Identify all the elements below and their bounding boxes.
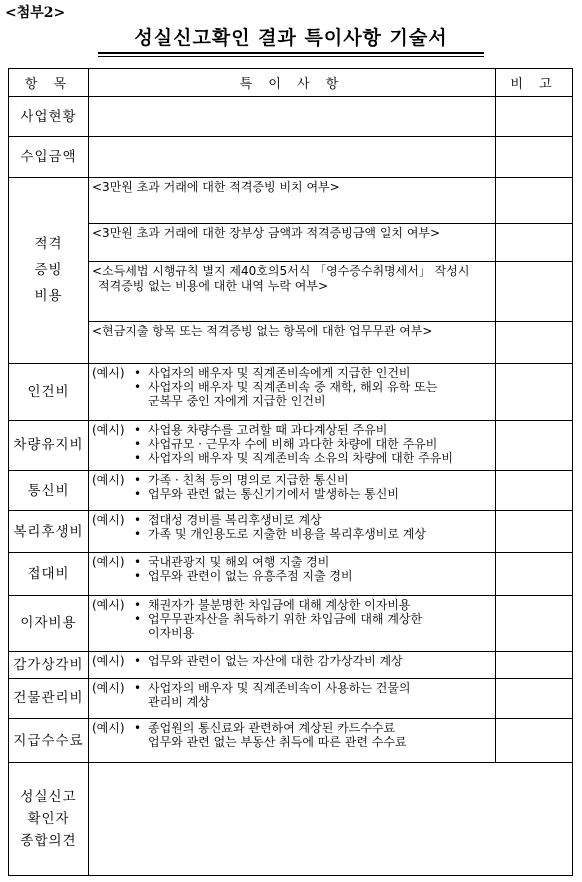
remarks-depreciation[interactable] [496, 651, 573, 678]
proof-item: <소득세법 시행규칙 별지 제40호의5서식 「영수증수취명세서」 작성시 [92, 263, 470, 278]
label-interest: 이자비용 [9, 595, 89, 651]
remarks-fees[interactable] [496, 719, 573, 763]
example-tag: (예시) [92, 653, 125, 668]
label-welfare: 복리후생비 [9, 511, 89, 553]
example-item: • 업무와 관련이 없는 자산에 대한 감가상각비 계상 [132, 654, 492, 668]
notes-proof-3[interactable] [89, 261, 496, 321]
row-vehicle [9, 420, 573, 470]
label-opinion [9, 763, 89, 876]
label-depreciation: 감가상각비 [9, 651, 89, 678]
title-underline-thin [98, 56, 484, 57]
notes-labor[interactable] [89, 364, 496, 420]
label-building: 건물관리비 [9, 678, 89, 718]
label-revenue: 수입금액 [9, 137, 89, 177]
example-item: • 사업자의 배우자 및 직계존비속이 사용하는 건물의 [132, 681, 492, 695]
example-tag: (예시) [92, 472, 125, 487]
label-line: 성실신고 [20, 789, 77, 806]
row-proof-4 [9, 322, 573, 364]
remarks-proof-1[interactable] [496, 177, 573, 223]
example-item-cont: 이자비용 [148, 625, 195, 640]
example-item: • 사업자의 배우자 및 직계존비속 중 재학, 해외 유학 또는 [132, 380, 492, 394]
example-tag: (예시) [92, 513, 125, 528]
remarks-telecom[interactable] [496, 470, 573, 510]
example-tag: (예시) [92, 422, 125, 437]
row-labor [9, 364, 573, 420]
row-revenue [9, 137, 573, 177]
example-tag: (예시) [92, 597, 125, 612]
row-building [9, 678, 573, 718]
row-interest [9, 595, 573, 651]
label-fees: 지급수수료 [9, 719, 89, 763]
label-entertainment: 접대비 [9, 553, 89, 595]
remarks-building[interactable] [496, 678, 573, 718]
remarks-revenue[interactable] [496, 137, 573, 177]
label-line: 비용 [34, 288, 63, 305]
row-proof-3 [9, 261, 573, 321]
example-tag: (예시) [92, 680, 125, 695]
example-item: • 사업자의 배우자 및 직계존비속에게 지급한 인건비 [132, 366, 492, 380]
row-fees [9, 719, 573, 763]
label-telecom: 통신비 [9, 470, 89, 510]
proof-item: <3만원 초과 거래에 대한 장부상 금액과 적격증빙금액 일치 여부> [92, 225, 441, 240]
notes-proof-4[interactable] [89, 322, 496, 364]
remarks-labor[interactable] [496, 364, 573, 420]
proof-item-cont: 적격증빙 없는 비용에 대한 내역 누락 여부> [98, 278, 329, 293]
label-line: 증빙 [34, 262, 63, 279]
notes-depreciation[interactable] [89, 651, 496, 678]
label-line: 적격 [34, 236, 63, 253]
findings-table [8, 68, 573, 876]
header-remarks: 비 고 [496, 69, 573, 97]
remarks-proof-3[interactable] [496, 261, 573, 321]
header-notes: 특 이 사 항 [89, 69, 496, 97]
example-item: • 종업원의 통신료와 관련하여 계상된 카드수수료 [132, 721, 492, 735]
notes-entertainment[interactable] [89, 553, 496, 595]
proof-item: <3만원 초과 거래에 대한 적격증빙 비치 여부> [92, 179, 340, 194]
remarks-entertainment[interactable] [496, 553, 573, 595]
remarks-proof-2[interactable] [496, 223, 573, 261]
notes-vehicle[interactable] [89, 420, 496, 470]
row-opinion [9, 763, 573, 876]
row-entertainment [9, 553, 573, 595]
example-item-cont: 관리비 계상 [148, 694, 210, 709]
example-tag: (예시) [92, 555, 125, 570]
example-item: • 사업규모 · 근무자 수에 비해 과다한 차량에 대한 주유비 [132, 437, 492, 451]
label-vehicle: 차량유지비 [9, 420, 89, 470]
header-item: 항 목 [9, 69, 89, 97]
notes-business-status[interactable] [89, 97, 496, 137]
notes-fees[interactable] [89, 719, 496, 763]
notes-welfare[interactable] [89, 511, 496, 553]
remarks-vehicle[interactable] [496, 420, 573, 470]
label-proof-expense [9, 177, 89, 364]
notes-telecom[interactable] [89, 470, 496, 510]
example-tag: (예시) [92, 721, 125, 736]
row-depreciation [9, 651, 573, 678]
notes-proof-2[interactable] [89, 223, 496, 261]
row-telecom [9, 470, 573, 510]
label-labor: 인건비 [9, 364, 89, 420]
row-proof-1 [9, 177, 573, 223]
example-item: • 사업용 차량수를 고려할 때 과다계상된 주유비 [132, 423, 492, 437]
example-item: • 접대성 경비를 복리후생비로 계상 [132, 513, 492, 527]
remarks-welfare[interactable] [496, 511, 573, 553]
label-business-status: 사업현황 [9, 97, 89, 137]
row-business-status [9, 97, 573, 137]
example-item: • 업무와 관련 없는 통신기기에서 발생하는 통신비 [132, 487, 492, 501]
example-item: • 국내관광지 및 해외 여행 지출 경비 [132, 555, 492, 569]
notes-building[interactable] [89, 678, 496, 718]
example-item: • 가족 · 친척 등의 명의로 지급한 통신비 [132, 473, 492, 487]
title-underline [98, 52, 484, 54]
notes-proof-1[interactable] [89, 177, 496, 223]
notes-opinion[interactable] [89, 763, 573, 876]
proof-item: <현금지출 항목 또는 적격증빙 없는 항목에 대한 업무무관 여부> [92, 324, 433, 339]
example-item: • 업무와 관련이 없는 유흥주점 지출 경비 [132, 569, 492, 583]
row-proof-2 [9, 223, 573, 261]
example-item-cont: 업무와 관련 없는 부동산 취득에 따른 관련 수수료 [148, 735, 407, 750]
example-item: • 사업자의 배우자 및 직계존비속 소유의 차량에 대한 주유비 [132, 451, 492, 465]
remarks-proof-4[interactable] [496, 322, 573, 364]
example-item: • 업무무관자산을 취득하기 위한 차입금에 대해 계상한 [132, 612, 492, 626]
example-item: • 가족 및 개인용도로 지출한 비용을 복리후생비로 계상 [132, 527, 492, 541]
header-row [9, 69, 573, 97]
remarks-interest[interactable] [496, 595, 573, 651]
notes-interest[interactable] [89, 595, 496, 651]
label-line: 종합의견 [20, 833, 77, 850]
example-tag: (예시) [92, 366, 125, 381]
notes-revenue[interactable] [89, 137, 496, 177]
remarks-business-status[interactable] [496, 97, 573, 137]
attachment-label: <첨부2> [5, 5, 66, 21]
row-welfare [9, 511, 573, 553]
example-item: • 채권자가 불분명한 차입금에 대해 계상한 이자비용 [132, 598, 492, 612]
example-item-cont: 군복무 중인 자에게 지급한 인건비 [148, 394, 326, 409]
label-line: 확인자 [27, 811, 70, 828]
form-title: 성실신고확인 결과 특이사항 기술서 [134, 27, 448, 49]
